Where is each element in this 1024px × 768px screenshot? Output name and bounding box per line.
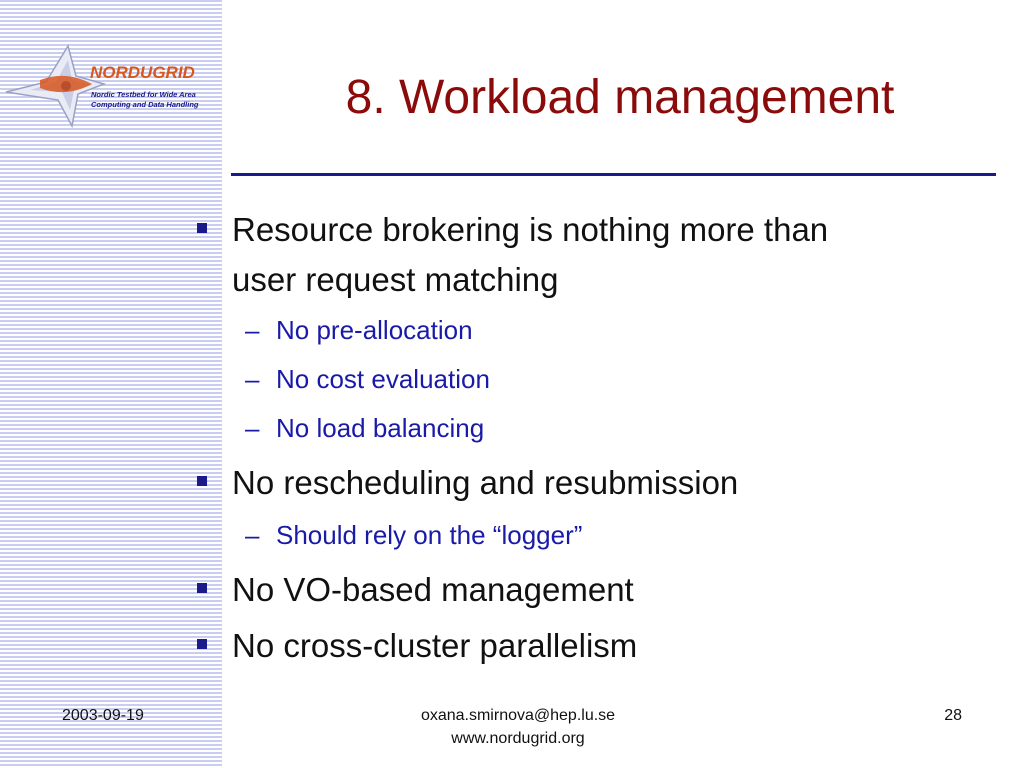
slide-title: 8. Workload management <box>345 71 895 124</box>
logo-wordmark: NORDUGRID <box>90 63 195 82</box>
bullet-item <box>232 210 828 250</box>
dash-marker-icon: – <box>245 413 260 443</box>
logo-tagline-line1: Nordic Testbed for Wide Area <box>91 90 196 99</box>
bullet-text: No cross-cluster parallelism <box>232 627 638 664</box>
footer-email: oxana.smirnova@hep.lu.se <box>420 707 616 724</box>
bullet-marker-icon <box>197 639 207 649</box>
footer-page-number: 28 <box>944 707 962 724</box>
sub-bullet-item <box>245 519 583 551</box>
bullet-text: Resource brokering is nothing more than <box>232 211 829 248</box>
bullet-marker-icon <box>197 223 207 233</box>
bullet-item <box>232 626 637 666</box>
footer-website: www.nordugrid.org <box>451 730 585 747</box>
bullet-item <box>232 463 738 503</box>
sub-bullet-text: No load balancing <box>276 413 485 443</box>
bullet-text: No rescheduling and resubmission <box>232 464 739 501</box>
title-underline-rule <box>231 173 996 176</box>
bullet-text: No VO-based management <box>232 571 634 608</box>
sub-bullet-item <box>245 363 490 395</box>
sub-bullet-text: No pre-allocation <box>276 315 473 345</box>
sub-bullet-item <box>245 412 485 444</box>
dash-marker-icon: – <box>245 364 260 394</box>
sub-bullet-item <box>245 314 473 346</box>
bullet-text: user request matching <box>232 261 559 298</box>
dash-marker-icon: – <box>245 520 260 550</box>
logo-tagline-line2: Computing and Data Handling <box>91 100 199 109</box>
sub-bullet-text: Should rely on the “logger” <box>276 520 583 550</box>
bullet-item <box>232 570 634 610</box>
bullet-marker-icon <box>197 476 207 486</box>
dash-marker-icon: – <box>245 315 260 345</box>
footer-date: 2003-09-19 <box>62 707 144 724</box>
bullet-item-continuation <box>232 260 559 300</box>
sub-bullet-text: No cost evaluation <box>276 364 490 394</box>
nordugrid-star-logo-icon <box>0 40 222 140</box>
nordugrid-logo <box>0 40 222 140</box>
bullet-marker-icon <box>197 583 207 593</box>
